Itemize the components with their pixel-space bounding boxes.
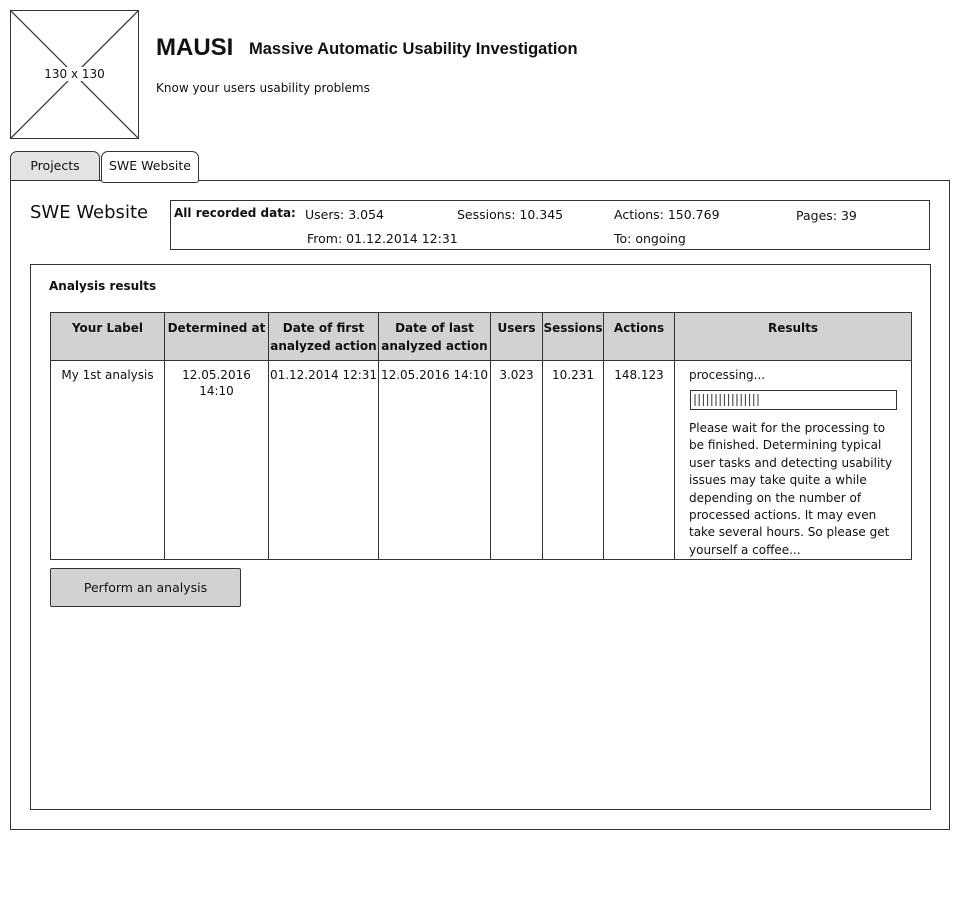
processing-message: Please wait for the processing to be finished. Determining typical user tasks and detecting usability issues may take quite a while depending on the number of processed actions. It may even take several hours. So please get yourself a coffee... [689, 421, 893, 557]
analysis-results-table [50, 312, 912, 560]
recorded-actions: Actions: 150.769 [614, 207, 720, 222]
logo-placeholder-label: 130 x 130 [44, 67, 105, 81]
recorded-from: From: 01.12.2014 12:31 [307, 231, 458, 246]
recorded-sessions: Sessions: 10.345 [457, 207, 564, 222]
table-row[interactable] [51, 361, 912, 560]
page-title: SWE Website [30, 202, 149, 223]
app-full-name: Massive Automatic Usability Investigation [249, 40, 578, 58]
column-header-last-action [379, 313, 491, 361]
column-header-last-line2: analyzed action [381, 339, 488, 353]
column-header-users: Users [491, 313, 543, 361]
column-header-actions: Actions [604, 313, 675, 361]
tab-swe-website[interactable]: SWE Website [101, 151, 199, 183]
cell-results [675, 361, 912, 560]
cell-determined: 12.05.2016 14:10 [165, 361, 269, 560]
progress-ticks [691, 391, 896, 409]
column-header-label: Your Label [51, 313, 165, 361]
tagline: Know your users usability problems [156, 81, 370, 95]
column-header-results: Results [675, 313, 912, 361]
column-header-first-line1: Date of first [282, 321, 365, 335]
cell-label: My 1st analysis [51, 361, 165, 560]
recorded-pages: Pages: 39 [796, 208, 857, 223]
recorded-data-label: All recorded data: [174, 206, 296, 220]
processing-status: processing... [689, 368, 766, 382]
recorded-users: Users: 3.054 [305, 207, 384, 222]
analysis-results-title: Analysis results [49, 279, 157, 293]
table-header-row [51, 313, 912, 361]
logo-placeholder [10, 10, 139, 139]
perform-analysis-button[interactable]: Perform an analysis [50, 568, 241, 607]
recorded-data-box [170, 200, 930, 250]
column-header-first-action [269, 313, 379, 361]
cell-first-action: 01.12.2014 12:31 [269, 361, 379, 560]
column-header-last-line1: Date of last [395, 321, 474, 335]
processing-progress-bar [690, 390, 897, 410]
column-header-sessions: Sessions [543, 313, 604, 361]
column-header-determined: Determined at [165, 313, 269, 361]
cell-actions: 148.123 [604, 361, 675, 560]
cell-users: 3.023 [491, 361, 543, 560]
cell-sessions: 10.231 [543, 361, 604, 560]
cell-last-action: 12.05.2016 14:10 [379, 361, 491, 560]
column-header-first-line2: analyzed action [270, 339, 377, 353]
tab-projects[interactable]: Projects [10, 151, 100, 180]
recorded-to: To: ongoing [614, 231, 686, 246]
app-name: MAUSI [156, 34, 234, 61]
